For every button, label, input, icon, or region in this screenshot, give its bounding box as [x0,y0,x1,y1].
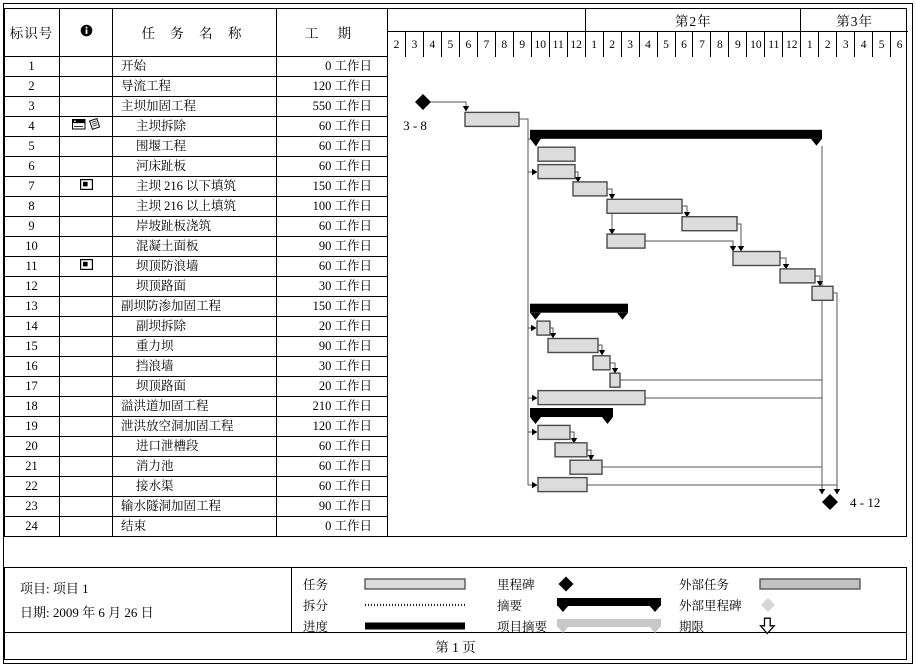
task-indicators [60,117,113,136]
table-row [4,257,388,277]
month-label: 4 [423,32,441,57]
month-label: 6 [675,32,693,57]
task-id: 12 [4,277,60,296]
month-label: 6 [890,32,908,57]
task-name: 岸坡趾板浇筑 [113,217,277,236]
table-row [4,337,388,357]
month-label: 8 [495,32,513,57]
task-id: 9 [4,217,60,236]
task-duration: 90 工作日 [277,337,388,356]
legend-label: 里程碑 [497,577,535,592]
task-id: 22 [4,477,60,496]
table-row [4,137,388,157]
task-duration: 0 工作日 [277,57,388,76]
task-name: 挡浪墙 [113,357,277,376]
table-row [4,457,388,477]
info-icon [80,24,93,41]
table-row [4,517,388,537]
month-label: 3 [836,32,854,57]
table-row [4,117,388,137]
task-name: 混凝土面板 [113,237,277,256]
task-id: 15 [4,337,60,356]
month-label: 2 [603,32,621,57]
task-name: 输水隧洞加固工程 [113,497,277,516]
task-duration: 20 工作日 [277,317,388,336]
month-label: 8 [710,32,728,57]
task-indicators [60,257,113,276]
task-duration: 90 工作日 [277,237,388,256]
month-label: 11 [549,32,567,57]
task-name: 围堰工程 [113,137,277,156]
summary-swatch-icon [557,597,661,613]
month-label: 2 [818,32,836,57]
legend-label: 项目摘要 [497,619,548,634]
month-label: 4 [639,32,657,57]
legend-column [497,573,661,636]
column-header-task-name: 任 务 名 称 [113,8,277,56]
legend-label: 摘要 [497,598,523,613]
table-row [4,57,388,77]
month-label: 3 [621,32,639,57]
table-row [4,477,388,497]
page-footer [4,633,907,660]
task-indicators [60,77,113,96]
task-name: 导流工程 [113,77,277,96]
task-indicators [60,57,113,76]
table-row [4,217,388,237]
task-id: 23 [4,497,60,516]
task-indicators [60,197,113,216]
year-row [388,8,908,32]
table-row [4,357,388,377]
task-id: 1 [4,57,60,76]
task-indicators [60,277,113,296]
month-label: 7 [477,32,495,57]
task-id: 10 [4,237,60,256]
project-summary-swatch-icon [557,618,661,634]
legend-item [303,573,466,594]
month-label: 6 [459,32,477,57]
month-label: 3 [405,32,423,57]
legend-label: 进度 [303,619,329,634]
table-row [4,397,388,417]
year-label: 第3年 [800,8,908,31]
task-name: 溢洪道加固工程 [113,397,277,416]
month-label: 11 [764,32,782,57]
progress-swatch-icon [364,619,466,633]
task-duration: 120 工作日 [277,417,388,436]
table-row [4,377,388,397]
task-indicators [60,477,113,496]
legend-item [497,573,661,594]
task-indicators [60,177,113,196]
external-task-swatch-icon [759,577,861,591]
legend-label: 外部里程碑 [679,598,742,613]
table-row [4,437,388,457]
task-indicators [60,217,113,236]
task-duration: 90 工作日 [277,497,388,516]
page-number: 第 1 页 [435,640,476,655]
month-label: 4 [854,32,872,57]
task-id: 16 [4,357,60,376]
legend-item [497,594,661,615]
task-id: 17 [4,377,60,396]
task-name: 结束 [113,517,277,536]
year-label [388,8,585,31]
month-label: 10 [746,32,764,57]
milestone-date-label: 4 - 12 [850,495,881,510]
legend-column [303,573,466,636]
task-duration: 60 工作日 [277,217,388,236]
month-label: 5 [657,32,675,57]
task-duration: 60 工作日 [277,437,388,456]
task-id: 5 [4,137,60,156]
task-id: 7 [4,177,60,196]
task-duration: 150 工作日 [277,177,388,196]
deadline-swatch-icon [759,617,776,635]
task-id: 11 [4,257,60,276]
pages-icon [88,117,101,136]
task-duration: 150 工作日 [277,297,388,316]
task-duration: 120 工作日 [277,77,388,96]
task-name: 主坝 216 以下填筑 [113,177,277,196]
task-id: 20 [4,437,60,456]
legend-column [679,573,861,636]
task-id: 3 [4,97,60,116]
task-id: 8 [4,197,60,216]
task-indicators [60,237,113,256]
task-name: 泄洪放空洞加固工程 [113,417,277,436]
task-indicators [60,397,113,416]
task-indicators [60,97,113,116]
task-name: 副坝防渗加固工程 [113,297,277,316]
month-label: 2 [393,38,400,51]
column-header-indicator [60,8,113,56]
month-label: 12 [782,32,800,57]
legend-item [679,573,861,594]
task-name: 副坝拆除 [113,317,277,336]
month-label: 9 [513,32,531,57]
task-name: 主坝 216 以上填筑 [113,197,277,216]
project-label: 项目: 项目 1 [20,581,89,596]
task-indicators [60,497,113,516]
table-row [4,77,388,97]
task-duration: 100 工作日 [277,197,388,216]
task-duration: 550 工作日 [277,97,388,116]
task-name: 河床趾板 [113,157,277,176]
month-row [388,32,908,57]
month-label: 7 [692,32,710,57]
legend-divider [291,568,292,632]
task-id: 24 [4,517,60,536]
task-id: 19 [4,417,60,436]
column-header-id: 标识号 [4,8,60,56]
task-name: 开始 [113,57,277,76]
milestone-date-label: 3 - 8 [403,118,427,133]
table-row [4,177,388,197]
legend-label: 任务 [303,577,329,592]
task-indicators [60,357,113,376]
task-indicators [60,337,113,356]
task-indicators [60,437,113,456]
legend-label: 外部任务 [679,577,730,592]
window-icon [72,117,86,136]
legend-item [679,594,861,615]
month-label: 5 [441,32,459,57]
task-indicators [60,157,113,176]
task-swatch-icon [364,577,466,591]
split-swatch-icon [364,598,466,612]
task-name: 接水渠 [113,477,277,496]
external-milestone-swatch-icon [759,596,777,614]
task-duration: 30 工作日 [277,357,388,376]
task-duration: 210 工作日 [277,397,388,416]
calendar-icon [80,257,93,276]
task-name: 主坝拆除 [113,117,277,136]
table-row [4,97,388,117]
task-id: 18 [4,397,60,416]
table-row [4,417,388,437]
year-label: 第2年 [585,8,800,31]
task-id: 6 [4,157,60,176]
table-row [4,277,388,297]
task-id: 4 [4,117,60,136]
month-label: 1 [585,32,603,57]
task-duration: 60 工作日 [277,117,388,136]
table-row [4,497,388,517]
month-label: 9 [728,32,746,57]
table-row [4,317,388,337]
task-id: 21 [4,457,60,476]
date-label: 日期: 2009 年 6 月 26 日 [20,605,154,620]
task-duration: 0 工作日 [277,517,388,536]
task-duration: 60 工作日 [277,457,388,476]
legend-item [303,594,466,615]
task-name: 坝顶路面 [113,377,277,396]
task-indicators [60,137,113,156]
milestone-swatch-icon [557,575,575,593]
column-header-duration: 工 期 [277,8,388,56]
calendar-icon [80,177,93,196]
task-name: 坝顶路面 [113,277,277,296]
table-row [4,197,388,217]
task-table [4,57,388,537]
task-name: 进口泄槽段 [113,437,277,456]
task-indicators [60,317,113,336]
project-info [20,577,154,625]
task-indicators [60,297,113,316]
legend-label: 拆分 [303,598,329,613]
task-name: 主坝加固工程 [113,97,277,116]
task-name: 消力池 [113,457,277,476]
task-id: 2 [4,77,60,96]
task-indicators [60,417,113,436]
month-label: 5 [872,32,890,57]
task-id: 14 [4,317,60,336]
month-label: 1 [800,32,818,57]
table-row [4,237,388,257]
task-duration: 30 工作日 [277,277,388,296]
task-duration: 20 工作日 [277,377,388,396]
task-duration: 60 工作日 [277,157,388,176]
table-header [4,8,388,57]
task-duration: 60 工作日 [277,477,388,496]
month-label: 10 [531,32,549,57]
task-duration: 60 工作日 [277,257,388,276]
task-indicators [60,457,113,476]
task-id: 13 [4,297,60,316]
month-label: 12 [567,32,585,57]
table-row [4,157,388,177]
task-indicators [60,517,113,536]
task-duration: 60 工作日 [277,137,388,156]
task-name: 坝顶防浪墙 [113,257,277,276]
timeline-header [388,8,908,57]
legend-label: 期限 [679,619,705,634]
task-indicators [60,377,113,396]
table-row [4,297,388,317]
task-name: 重力坝 [113,337,277,356]
legend [4,567,907,633]
